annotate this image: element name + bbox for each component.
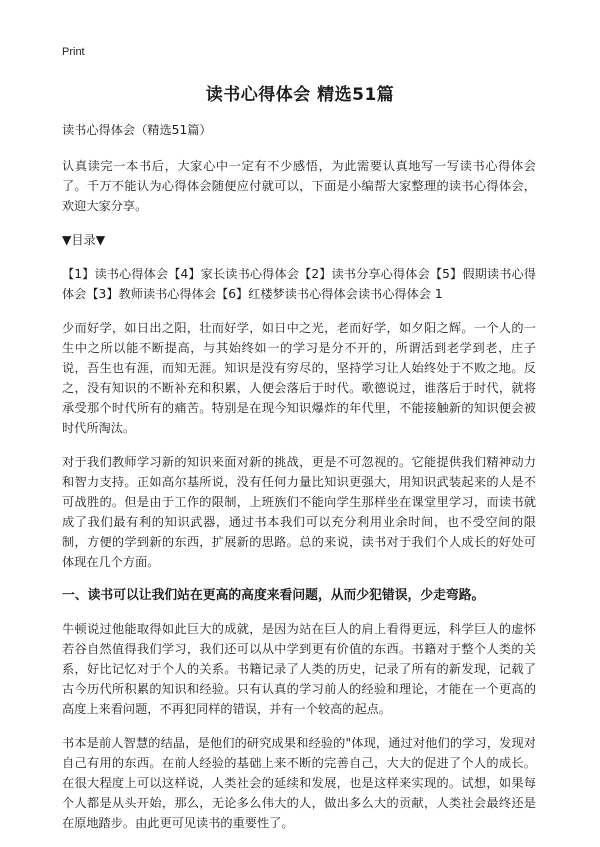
- article-subtitle: 读书心得体会（精选51篇）: [62, 123, 212, 137]
- print-link[interactable]: Print: [62, 46, 85, 58]
- toc-label: ▼目录▼: [62, 233, 106, 247]
- paragraph-4: 书本是前人智慧的结晶，是他们的研究成果和经验的"体现，通过对他们的学习，发现对自己有用的东西。在前人经验的基础上来不断的完善自己，大大的促进了个人的成长。在很大程度上可以这样说，人类社会的延续和发展，也是这样来实现的。试想，如果每个人都是从头开始，那么，无论多么伟大的人，做出多么大的贡献，人类社会最终还是在原地踏步。由此更可见读书的重要性了。: [62, 736, 536, 830]
- paragraph-2: 对于我们教师学习新的知识来面对新的挑战，更是不可忽视的。它能提供我们精神动力和智力支持。正如高尔基所说，没有任何力量比知识更强大，用知识武装起来的人是不可战胜的。但是由于工作的限制，上班族们不能向学生那样坐在课堂里学习，而读书就成了我们最有利的知识武器，通过书本我们可以充分利用业余时间，也不受空间的限制，方便的学到新的东西，扩展新的思路。总的来说，读书对于我们个人成长的好处可体现在几个方面。: [62, 455, 536, 569]
- article-body: [62, 120, 536, 847]
- toc-links[interactable]: 【1】读书心得体会【4】家长读书心得体会【2】读书分享心得体会【5】假期读书心得体会【3】教师读书心得体会【6】红楼梦读书心得体会读书心得体会 1: [62, 267, 536, 301]
- page-title: 读书心得体会 精选51篇: [205, 85, 395, 105]
- section-heading-1: 一、读书可以让我们站在更高的高度来看问题，从而少犯错误，少走弯路。: [62, 588, 485, 603]
- intro-paragraph: 认真读完一本书后，大家心中一定有不少感悟，为此需要认真地写一写读书心得体会了。千万不能认为心得体会随便应付就可以，下面是小编帮大家整理的读书心得体会，欢迎大家分享。: [62, 159, 536, 213]
- paragraph-3: 牛顿说过他能取得如此巨大的成就，是因为站在巨人的肩上看得更远，科学巨人的虚怀若谷自然值得我们学习，我们还可以从中学到更有价值的东西。书籍对于整个人类的关系，好比记忆对于个人的关系。书籍记录了人类的历史，记录了所有的新发现，记载了古今历代所积累的知识和经验。只有认真的学习前人的经验和理论，才能在一个更高的高度上来看问题，不再犯同样的错误，并有一个较高的起点。: [62, 622, 536, 716]
- paragraph-1: 少而好学，如日出之阳，壮而好学，如日中之光，老而好学，如夕阳之辉。一个人的一生中之所以能不断提高，与其始终如一的学习是分不开的，所谓活到老学到老，庄子说，吾生也有涯，而知无涯。知识是没有穷尽的，坚持学习让人始终处于不败之地。反之，没有知识的不断补充和积累，人便会落后于时代。歌德说过，谁落后于时代，就将承受那个时代所有的痛苦。特别是在现今知识爆炸的年代里，不能接触新的知识便会被时代所淘汰。: [62, 321, 536, 435]
